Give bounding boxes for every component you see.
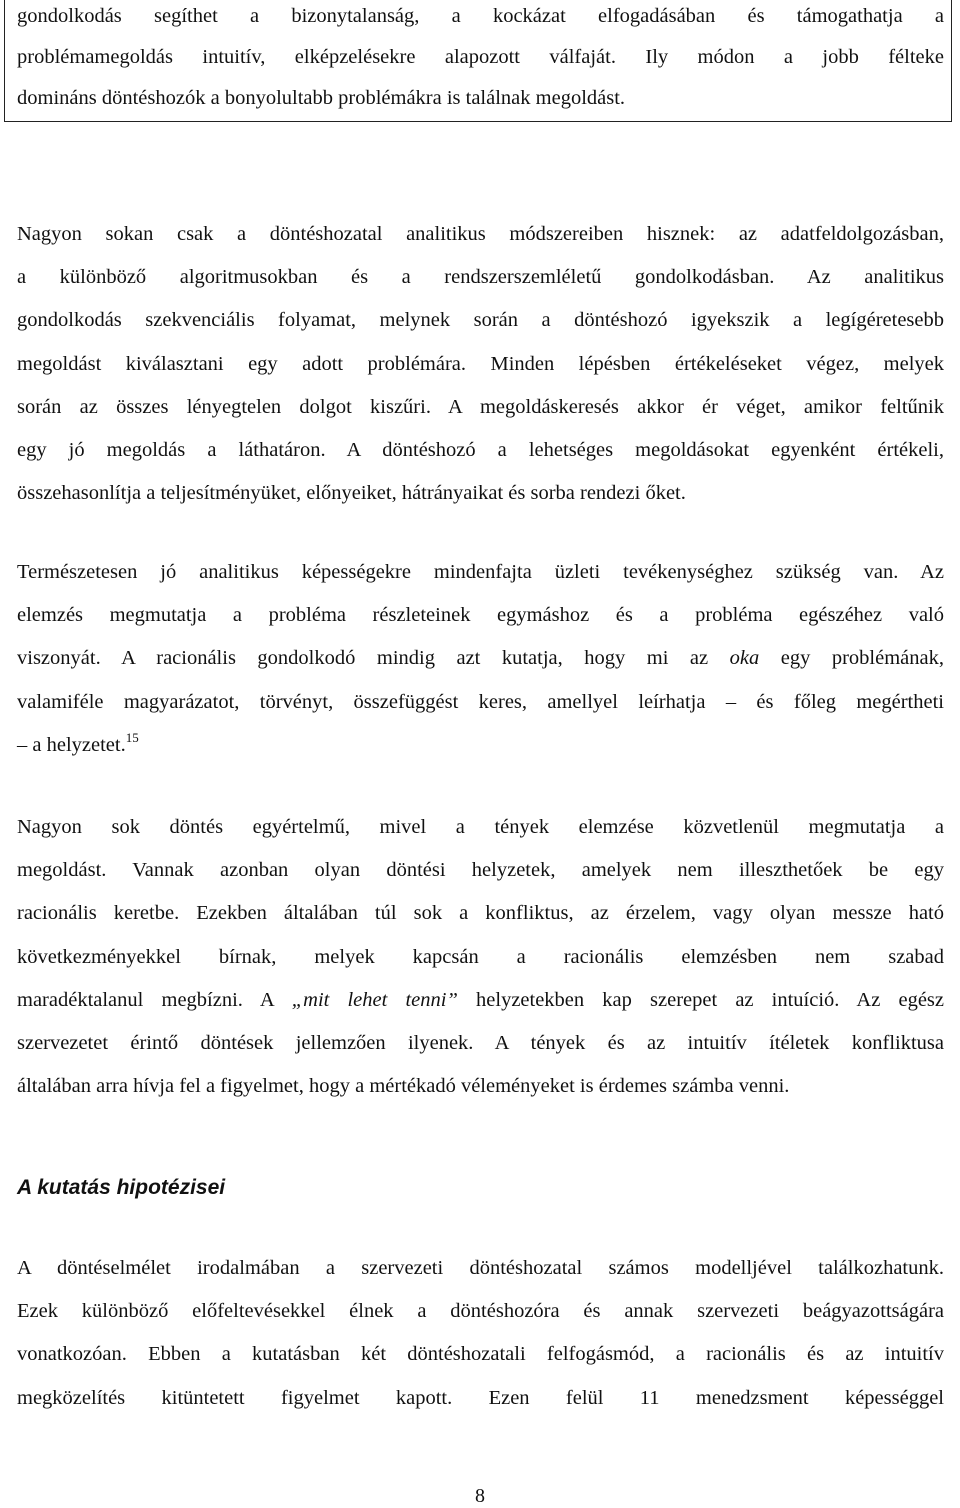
text-line: Ezek különböző előfeltevésekkel élnek a döntéshozóra és annak szervezeti beágyazottságára [17,1300,944,1323]
text-line: vonatkozóan. Ebben a kutatásban két döntéshozatali felfogásmód, a racionális és az intuitív [17,1343,944,1366]
text-line: során az összes lényegtelen dolgot kiszűri. A megoldáskeresés akkor ér véget, amikor feltűnik [17,395,944,418]
paragraph-hypotheses [17,1247,944,1420]
text-line: gondolkodás szekvenciális folyamat, melynek során a döntéshozó igyekszik a legígéretesebb [17,309,944,332]
text-line: megközelítés kitüntetett figyelmet kapott. Ezen felül 11 menedzsment képességgel [17,1386,944,1409]
text-line: A döntéselmélet irodalmában a szervezeti döntéshozatal számos modelljével találkozhatunk. [17,1257,944,1279]
text-line: valamiféle magyarázatot, törvényt, összefüggést keres, amellyel leírhatja – és főleg megértheti [17,690,944,713]
text-line: egy jó megoldás a láthatáron. A döntéshozó a lehetséges megoldásokat egyenként értékeli, [17,439,944,462]
paragraph-intuition [17,806,944,1108]
text-line: viszonyát. A racionális gondolkodó mindig azt kutatja, hogy mi az oka egy problémának, [17,647,944,670]
text-line: Természetesen jó analitikus képességekre mindenfajta üzleti tevékenységhez szükség van. Az [17,561,944,583]
text-line: Nagyon sokan csak a döntéshozatal analitikus módszereiben hisznek: az adatfeldolgozásban, [17,223,944,245]
text-line: általában arra hívja fel a figyelmet, hogy a mértékadó véleményeket is érdemes számba venni. [17,1075,790,1098]
paragraph-analytic [17,213,944,515]
page-number: 8 [475,1485,485,1507]
text-line: elemzés megmutatja a probléma részleteinek egymáshoz és a probléma egészéhez való [17,604,944,627]
text-line: racionális keretbe. Ezekben általában túl sok a konfliktus, az érzelem, vagy olyan messze ható [17,902,944,925]
text-line: – a helyzetet.$^{15}$ [17,729,139,756]
text-line: megoldást kiválasztani egy adott problémára. Minden lépésben értékeléseket végez, melyek [17,352,944,375]
text-line: maradéktalanul megbízni. A „mit lehet tenni” helyzetekben kap szerepet az intuíció. Az egész [17,988,945,1011]
text-line: domináns döntéshozók a bonyolultabb problémákra is találnak megoldást. [17,87,626,109]
text-line: problémamegoldás intuitív, elképzelésekre alapozott válfaját. Ily módon a jobb félteke [17,46,944,68]
text-line: megoldást. Vannak azonban olyan döntési helyzetek, amelyek nem illeszthetőek be egy [17,859,944,882]
text-line: Nagyon sok döntés egyértelmű, mivel a tények elemzése közvetlenül megmutatja a [17,816,944,838]
emphasis-quote: „mit lehet tenni” [291,988,458,1011]
text-line: a különböző algoritmusokban és a rendszerszemléletű gondolkodásban. Az analitikus [17,266,944,289]
text-line: következményekkel bírnak, melyek kapcsán a racionális elemzésben nem szabad [17,945,944,968]
text-line: gondolkodás segíthet a bizonytalanság, a kockázat elfogadásában és támogathatja a [17,5,944,27]
footnote-reference: 15 [125,729,139,745]
text-line: összehasonlítja a teljesítményüket, előnyeiket, hátrányaikat és sorba rendezi őket. [17,482,686,505]
section-heading: A kutatás hipotézisei [17,1176,226,1199]
paragraph-rational [17,551,944,767]
boxed-paragraph [17,0,944,119]
text-line: szervezetet érintő döntések jellemzően ilyenek. A tények és az intuitív ítéletek konfliktusa [17,1032,944,1055]
emphasis-oka: oka [729,647,760,670]
